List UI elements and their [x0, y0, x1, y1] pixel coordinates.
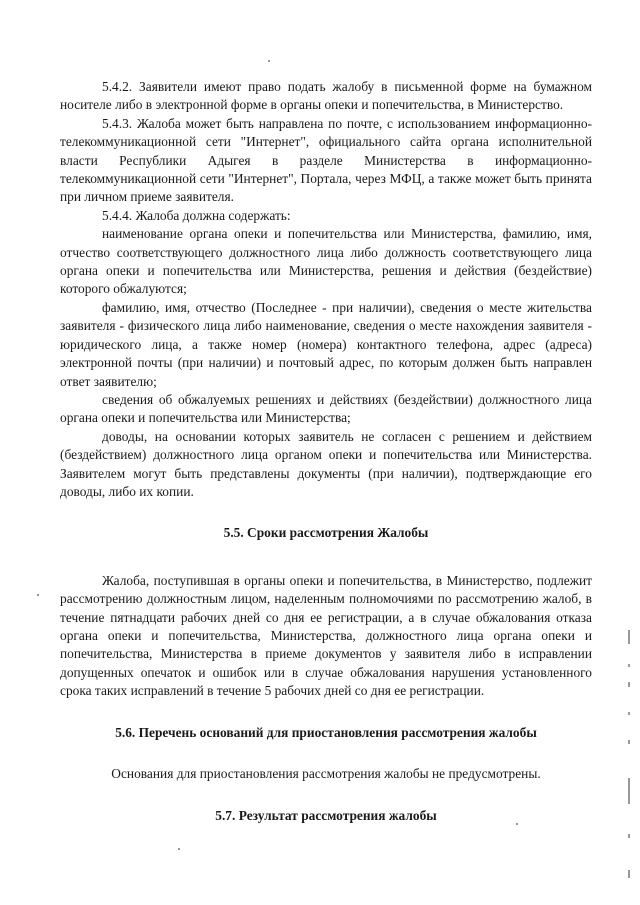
- scan-speck: [268, 60, 270, 62]
- complaint-item-applicant: фамилию, имя, отчество (Последнее - при наличии), сведения о месте жительства заявителя - физического лица либо наименование, сведения о месте нахождения заявителя - юридического лица, а также номер (номера) контактного телефона, адрес (адреса) электронной почты (при наличии) и почтовый адрес, по которым должен быть направлен ответ заявителю;: [60, 299, 592, 389]
- paragraph-5-4-2: 5.4.2. Заявители имеют право подать жалобу в письменной форме на бумажном носителе либо в электронной форме в органы опеки и попечительства, в Министерство.: [60, 79, 592, 113]
- section-heading-5-5: 5.5. Сроки рассмотрения Жалобы: [223, 525, 429, 541]
- scan-margin-marks: [628, 620, 636, 900]
- section-heading-5-7: 5.7. Результат рассмотрения жалобы: [215, 808, 437, 824]
- document-page: [60, 78, 592, 826]
- paragraph-5-4-3: 5.4.3. Жалоба может быть направлена по почте, с использованием информационно-телекоммуникационной сети "Интернет", официального сайта органа исполнительной власти Республики Адыгея в разделе Министерства в информационно-телекоммуникационной сети "Интернет", Портала, через МФЦ, а также может быть принята при личном приеме заявителя.: [60, 115, 592, 205]
- section-heading-5-6: 5.6. Перечень оснований для приостановления рассмотрения жалобы: [115, 724, 537, 740]
- section-text-5-5: Жалоба, поступившая в органы опеки и попечительства, в Министерство, подлежит рассмотрению должностным лицом, наделенным полномочиями по рассмотрению жалоб, в течение пятнадцати рабочих дней со дня ее регистрации, а в случае обжалования отказа органа опеки и попечительства, Министерства, должностного лица органа опеки и попечительства, Министерства в приеме документов у заявителя либо в исправлении допущенных опечаток и ошибок или в случае обжалования нарушения установленного срока таких исправлений в течение 5 рабочих дней со дня ее регистрации.: [60, 572, 592, 699]
- complaint-item-authority: наименование органа опеки и попечительства или Министерства, фамилию, имя, отчество соответствующего должностного лица либо должность соответствующего лица органа опеки и попечительства или Министерства, решения и действия (бездействие) которого обжалуются;: [60, 226, 592, 297]
- complaint-item-arguments: доводы, на основании которых заявитель не согласен с решением и действием (бездействием) должностного лица органом опеки и попечительства или Министерства. Заявителем могут быть представлены документы (при наличии), подтверждающие его доводы, либо их копии.: [60, 428, 592, 499]
- paragraph-5-4-4: 5.4.4. Жалоба должна содержать:: [102, 207, 291, 223]
- section-text-5-6: Основания для приостановления рассмотрения жалобы не предусмотрены.: [111, 766, 541, 781]
- scan-speck: [516, 823, 518, 825]
- scan-speck: [37, 594, 39, 596]
- complaint-item-decisions: сведения об обжалуемых решениях и действиях (бездействии) должностного лица органа опеки и попечительства или Министерства;: [60, 391, 592, 426]
- scan-speck: [178, 848, 180, 850]
